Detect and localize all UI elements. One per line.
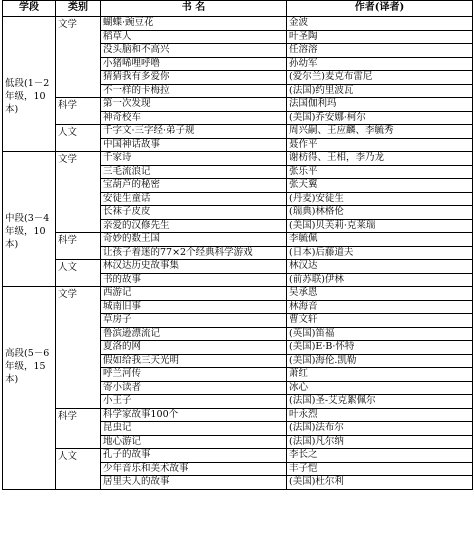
book-title-cell: 草房子	[101, 314, 287, 328]
book-title-cell: 千家诗	[101, 152, 287, 166]
category-cell: 人文	[56, 260, 101, 287]
author-cell: 任溶溶	[287, 44, 473, 58]
book-title-cell: 小猪唏哩呼噜	[101, 57, 287, 71]
book-title-cell: 居里夫人的故事	[101, 476, 287, 490]
author-cell: 丰子恺	[287, 462, 473, 476]
book-title-cell: 不一样的卡梅拉	[101, 84, 287, 98]
author-cell: (日本)后藤道夫	[287, 246, 473, 260]
header-category: 类别	[56, 1, 101, 17]
header-row	[3, 1, 473, 17]
author-cell: (法国)圣-艾克絮佩尔	[287, 395, 473, 409]
author-cell: 叶永烈	[287, 408, 473, 422]
book-title-cell: 猜猜我有多爱你	[101, 71, 287, 85]
author-cell: 张天翼	[287, 179, 473, 193]
table-row	[3, 98, 473, 112]
category-cell: 文学	[56, 287, 101, 409]
book-title-cell: 三毛流浪记	[101, 165, 287, 179]
stage-cell: 低段(1－2年级，10本)	[3, 17, 56, 152]
book-title-cell: 小王子	[101, 395, 287, 409]
book-title-cell: 昆虫记	[101, 422, 287, 436]
category-cell: 人文	[56, 449, 101, 490]
stage-cell: 高段(5－6年级，15本)	[3, 287, 56, 490]
table-row	[3, 260, 473, 274]
book-title-cell: 安徒生童话	[101, 192, 287, 206]
category-cell: 科学	[56, 408, 101, 449]
author-cell: 冰心	[287, 381, 473, 395]
category-cell: 科学	[56, 233, 101, 260]
book-title-cell: 林汉达历史故事集	[101, 260, 287, 274]
author-cell: (法国)约里波瓦	[287, 84, 473, 98]
category-cell: 文学	[56, 17, 101, 98]
author-cell: 吴承恩	[287, 287, 473, 301]
book-title-cell: 孔子的故事	[101, 449, 287, 463]
author-cell: (爱尔兰)麦克布雷尼	[287, 71, 473, 85]
book-title-cell: 科学家故事100个	[101, 408, 287, 422]
book-title-cell: 让孩子着迷的77×2个经典科学游戏	[101, 246, 287, 260]
header-stage: 学段	[3, 1, 56, 17]
book-title-cell: 稻草人	[101, 30, 287, 44]
book-title-cell: 宝葫芦的秘密	[101, 179, 287, 193]
table-body	[3, 17, 473, 490]
book-title-cell: 寄小读者	[101, 381, 287, 395]
book-title-cell: 蝴蝶·豌豆花	[101, 17, 287, 31]
author-cell: 叶圣陶	[287, 30, 473, 44]
author-cell: 谢枋得、王相，李乃龙	[287, 152, 473, 166]
author-cell: 张乐平	[287, 165, 473, 179]
author-cell: (法国)法布尔	[287, 422, 473, 436]
author-cell: (美国)E·B·怀特	[287, 341, 473, 355]
author-cell: 李长之	[287, 449, 473, 463]
book-title-cell: 假如给我三天光明	[101, 354, 287, 368]
book-title-cell: 第一次发现	[101, 98, 287, 112]
header-author: 作者(译者)	[287, 1, 473, 17]
book-title-cell: 城南旧事	[101, 300, 287, 314]
category-cell: 人文	[56, 125, 101, 152]
author-cell: (法国)凡尔纳	[287, 435, 473, 449]
book-title-cell: 呼兰河传	[101, 368, 287, 382]
book-title-cell: 少年音乐和美术故事	[101, 462, 287, 476]
stage-cell: 中段(3－4年级，10本)	[3, 152, 56, 287]
author-cell: (瑞典)林格伦	[287, 206, 473, 220]
table-row	[3, 408, 473, 422]
table-row	[3, 287, 473, 301]
book-title-cell: 亲爱的汉修先生	[101, 219, 287, 233]
book-title-cell: 千字文·三字经·弟子规	[101, 125, 287, 139]
table-row	[3, 152, 473, 166]
reading-list-table	[2, 0, 473, 490]
author-cell: (美国)海伦.凯勒	[287, 354, 473, 368]
author-cell: (美国)贝芙莉·克莱瑞	[287, 219, 473, 233]
table-row	[3, 449, 473, 463]
category-cell: 科学	[56, 98, 101, 125]
author-cell: (美国)杜尔利	[287, 476, 473, 490]
table-row	[3, 17, 473, 31]
book-title-cell: 没头脑和不高兴	[101, 44, 287, 58]
book-title-cell: 夏洛的网	[101, 341, 287, 355]
author-cell: 林海音	[287, 300, 473, 314]
book-title-cell: 奇妙的数王国	[101, 233, 287, 247]
author-cell: 萧红	[287, 368, 473, 382]
author-cell: 孙幼军	[287, 57, 473, 71]
book-title-cell: 鲁滨逊漂流记	[101, 327, 287, 341]
book-title-cell: 书的故事	[101, 273, 287, 287]
author-cell: (丹麦)安徒生	[287, 192, 473, 206]
author-cell: 法国伽利玛	[287, 98, 473, 112]
author-cell: (英国)笛福	[287, 327, 473, 341]
author-cell: 金波	[287, 17, 473, 31]
category-cell: 文学	[56, 152, 101, 233]
author-cell: 林汉达	[287, 260, 473, 274]
header-title: 书 名	[101, 1, 287, 17]
book-title-cell: 神奇校车	[101, 111, 287, 125]
book-title-cell: 地心游记	[101, 435, 287, 449]
author-cell: 聂作平	[287, 138, 473, 152]
book-title-cell: 西游记	[101, 287, 287, 301]
author-cell: 曹文轩	[287, 314, 473, 328]
author-cell: 李毓佩	[287, 233, 473, 247]
book-title-cell: 长袜子皮皮	[101, 206, 287, 220]
author-cell: (前苏联)伊林	[287, 273, 473, 287]
table-row	[3, 233, 473, 247]
book-title-cell: 中国神话故事	[101, 138, 287, 152]
author-cell: 周兴嗣、王应麟、李毓秀	[287, 125, 473, 139]
table-row	[3, 125, 473, 139]
author-cell: (美国)乔安娜·柯尔	[287, 111, 473, 125]
